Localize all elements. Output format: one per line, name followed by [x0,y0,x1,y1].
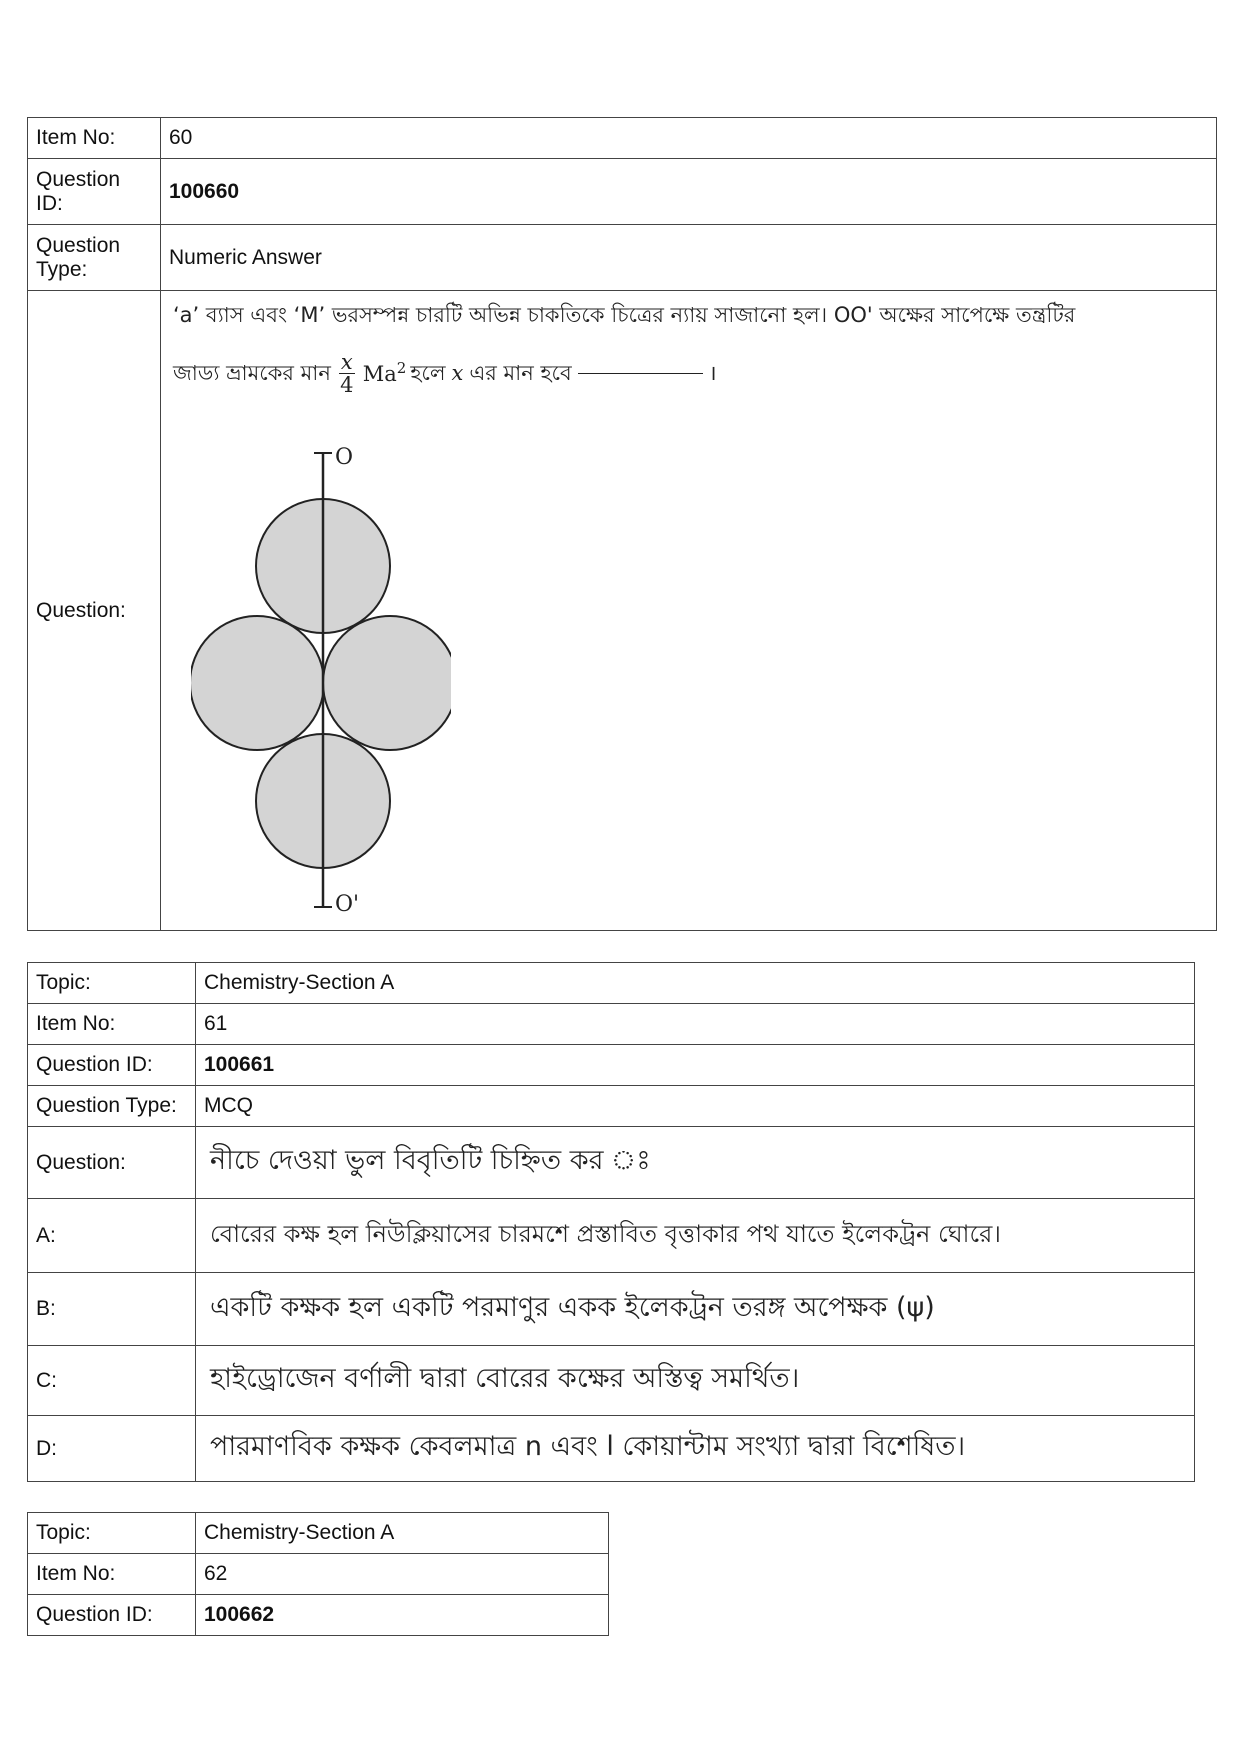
answer-blank [578,373,703,374]
question-type-label: Question Type: [28,225,161,291]
topic-value: Chemistry-Section A [196,1513,609,1554]
item-no-value: 61 [196,1004,1195,1045]
option-d-text: পারমাণবিক কক্ষক কেবলমাত্র n এবং l কোয়ান্টাম সংখ্যা দ্বারা বিশেষিত। [196,1416,1195,1482]
question-id-label: Question ID: [28,159,161,225]
four-discs-diagram [191,431,451,921]
question-id-label: Question ID: [28,1045,196,1086]
topic-label: Topic: [28,1513,196,1554]
text-dari: । [708,360,717,385]
item-no-value: 60 [161,118,1217,159]
item-no-label: Item No: [28,1004,196,1045]
text-moment-of-inertia: জাড্য ভ্রামকের মান [173,360,331,385]
question-text-line-2 [173,351,717,396]
question-id-value: 100660 [161,159,1217,225]
question-type-label: Question Type: [28,1086,196,1127]
variable-x: x [451,360,464,385]
fraction-denominator: 4 [340,373,354,398]
item-no-value: 62 [196,1554,609,1595]
question-label: Question: [28,1127,196,1199]
option-a-label: A: [28,1199,196,1273]
question-id-label: Question ID: [28,1595,196,1636]
disc-right [323,616,451,750]
axis-bottom-label: O' [335,892,360,917]
disc-left [191,616,324,750]
question-label: Question: [28,291,161,931]
question-60-table [27,117,1217,931]
question-62-table [27,1512,609,1636]
question-61-table [27,962,1195,1482]
question-text: নীচে দেওয়া ভুল বিবৃতিটি চিহ্নিত কর ঃ [196,1127,1195,1199]
question-id-value: 100661 [196,1045,1195,1086]
option-d-label: D: [28,1416,196,1482]
topic-label: Topic: [28,963,196,1004]
topic-value: Chemistry-Section A [196,963,1195,1004]
item-no-label: Item No: [28,118,161,159]
question-type-value: Numeric Answer [161,225,1217,291]
option-a-text: বোরের কক্ষ হল নিউক্লিয়াসের চারমশে প্রস্তাবিত বৃত্তাকার পথ যাতে ইলেকট্রন ঘোরে। [196,1199,1195,1273]
question-content [161,291,1217,931]
term-exponent: 2 [396,359,407,378]
option-c-text: হাইড্রোজেন বর্ণালী দ্বারা বোরের কক্ষের অস্তিত্ব সমর্থিত। [196,1346,1195,1416]
term-base: Ma [362,362,397,387]
option-c-label: C: [28,1346,196,1416]
term-ma [363,359,407,387]
axis-top-label: O [335,445,354,470]
text-if: হলে [410,360,446,385]
option-b-text: একটি কক্ষক হল একটি পরমাণুর একক ইলেকট্রন তরঙ্গ অপেক্ষক (ψ) [196,1273,1195,1346]
question-text-line-1: ‘a’ ব্যাস এবং ‘M’ ভরসম্পন্ন চারটি অভিন্ন চাকতিকে চিত্রের ন্যায় সাজানো হল। OO' অক্ষের সাপেক্ষে তন্ত্রটির [173,303,1076,327]
question-id-value: 100662 [196,1595,609,1636]
fraction-x-over-4 [339,351,355,396]
fraction-numerator: x [340,350,353,374]
item-no-label: Item No: [28,1554,196,1595]
question-type-value: MCQ [196,1086,1195,1127]
text-value-will-be: এর মান হবে [469,360,572,385]
option-b-label: B: [28,1273,196,1346]
